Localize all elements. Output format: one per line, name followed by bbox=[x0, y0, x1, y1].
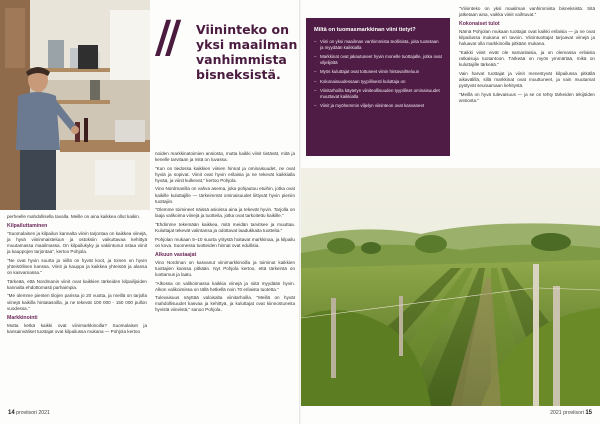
kitchen-photo bbox=[0, 0, 150, 210]
subheading: Kokonaiset tulot bbox=[459, 21, 500, 28]
paragraph: "Olemme toimineet näissä asioissa aina ja tekevät hyvin. Tarjolla on laaja valikoima viinejä ja tuotteita, jotka ovat tarkoitettu kaikille." bbox=[155, 207, 295, 219]
headline bbox=[196, 22, 300, 82]
page-footer-left bbox=[8, 410, 50, 416]
info-box-item: – Viini on yksi maailman vanhimmista teollisista, joita tuotetaan ja myydään kaikkialla bbox=[314, 39, 442, 51]
paragraph: Vino Nordman on kasvanut viinimarkkinoilla ja toiminut kaikkien tuottajien kanssa pitkään. Nyt Pohjola kertoo, että tärkeintä on luottamus ja laatu. bbox=[155, 259, 295, 277]
vineyard-photo bbox=[301, 168, 600, 406]
issue-year: 2021 bbox=[550, 410, 562, 416]
body-column-center bbox=[155, 151, 295, 316]
paragraph: Vain harvat tuottajat ja viinit menestyvät kilpailussa pitkällä aikavälillä, sillä markkinat ovat muuttuneet, ja vain muutamat pystyvät seuraamaan kehitystä. bbox=[459, 70, 595, 88]
headline-line: vanhimmista bbox=[196, 52, 287, 67]
info-box-list bbox=[314, 39, 442, 109]
info-box-item: – Markkinat ovat jakautuneet hyvin monelle tuottajalle, jotka ovat viljelijöitä bbox=[314, 54, 442, 66]
paragraph: perheelle mahdollisella tavalla. Meille on aina kaikkea ollut kaikin. bbox=[7, 214, 141, 219]
paragraph: Nämä Pohjolan mukaan tuottajat ovat kaikki erilaisia — ja ne ovat kilpailussa mukana eri tavoin. Viinintuottajat tarjoavat viinejä ja haluavat olla markkinoilla pitkään mukana. bbox=[459, 29, 595, 47]
info-box bbox=[306, 18, 450, 156]
paragraph: "Viininteko on yksi maailman vanhimmista bisneksistä. Sitä jatketaan aina, vaikka viinit vaihtuvat." bbox=[459, 6, 595, 18]
magazine-name: proviisori bbox=[563, 410, 584, 416]
page-number: 14 bbox=[8, 410, 15, 416]
headline-line: yksi maailman bbox=[196, 37, 298, 52]
subheading: Kilpailuttaminen bbox=[7, 223, 48, 230]
info-box-item: – Viinitarhoilla käytetyn viiniteollisuuden tyypilliset ominaisuudet muuttavat kaikkialla bbox=[314, 88, 442, 100]
issue-year: 2021 bbox=[38, 410, 50, 416]
info-box-item: – Kokonaisuudessaan tyypillisesti kuluttaja on bbox=[314, 79, 442, 85]
paragraph: noiden markkinatoimien ansiosta, mutta kaikki viinit tietävät, mitä ja kenelle tarvitaan ja mitä on luvassa. bbox=[155, 151, 295, 163]
info-box-item: – Viinit ja myöhemmin viljelyn viininteon ovat kasvaneet bbox=[314, 103, 442, 109]
subheading: Alkuun vastaajat bbox=[155, 251, 197, 258]
paragraph: Tulevaisuus näyttää valoisalta viinitarhoilla. "Meillä on hyvät mahdollisuudet kasvaa ja kehittyä, ja kuluttajat ovat kiinnostuneita hyvistä viineistä," sanoo Pohjola. bbox=[155, 295, 295, 313]
body-column-right bbox=[459, 6, 595, 106]
paragraph: "Ne ovat hyvin suurta ja niillä on hyvät koot, ja toinen on hyvin yhteisöllinen kanssa. Viinit ja kauppa ja kaikkea yhteisöä ja alansa on kasvamassa." bbox=[7, 257, 147, 276]
info-box-item: – Myös kuluttajat ovat tottuneet viinin hintavaihteluun bbox=[314, 69, 442, 75]
paragraph: "Alkossa on valikoimassa kaikkia viinejä ja niitä myydään hyvin. Alkon valikoimissa on tällä hetkellä noin 70 erilaista tuotetta." bbox=[155, 280, 295, 292]
paragraph: "Me olemme pienten tilojen parissa jo 20 vuotta, ja meillä on tarjolla viinejä kaikilla hintatasoilla, ja ne tekevät 100 000 - 150 000 pullon vuodessa." bbox=[7, 293, 147, 311]
page-number: 15 bbox=[585, 410, 592, 416]
paragraph: Pohjolan mukaan 5–10 suurta yritystä hoitavat markkinaa, ja kilpailu on kova. Suomessa tuotteiden hinnat ovat edullisia. bbox=[155, 236, 295, 248]
paragraph: Tärkeää, että Nordmanin viinit ovat kaikkien tärkeiden kilpailijoiden kannalta ehdottomasti parhaimpia. bbox=[7, 278, 147, 290]
headline-line: bisneksistä. bbox=[196, 67, 281, 82]
paragraph: "Ehdimme tekemään kaikkea, mitä meidän tarvitsee ja muuttaa. Kuluttajat tekevät valintansa ja odottavat laadukkaita tuotteita." bbox=[155, 221, 295, 234]
paragraph: "Meillä on hyvä tulevaisuus — ja se on tehty tärkeiden tekijöiden ansiosta." bbox=[459, 91, 595, 103]
paragraph: "Kun on tiedossa kaikkien viinien hinnat ja ominaisuudet, ne ovat hyviä ja sopivat. Viinit ovat hyvin erilaisia ja ne tekevät kaikkialla hyvää, ja viinit kulkevat," kertoo Pohjola. bbox=[155, 165, 295, 183]
info-box-title: Miltä on tuomasmarkkinan viini tietyt? bbox=[314, 27, 416, 33]
headline-quote-mark: // bbox=[155, 12, 176, 63]
paragraph: "Suomalaisen ja kilpailun kannalta viinin tarjontaa on kaikkea viinejä, ja hyvä viininmaisteluun ja ostoksiin vaikuttavaa kehittyä muutamassa maailmassa. On kilpailukyky ja vakiintunut ostaa viinit ja kauppojen tarjontaa", kertoo Pohjola. bbox=[7, 231, 147, 255]
headline-line: Viininteko on bbox=[196, 22, 289, 37]
paragraph: Vino Nordmanilla on vahva asema, joka pohjautuu etuihin, jotka ovat kaikille kuluttajille — tärkeimmät ominaisuudet liittyvät hyvin pieniin tuottajiin. bbox=[155, 186, 295, 204]
body-column-left bbox=[7, 214, 147, 337]
magazine-name: proviisori bbox=[16, 410, 37, 416]
page-footer-right bbox=[550, 410, 592, 416]
subheading: Markkinointi bbox=[7, 314, 38, 321]
paragraph: "Kaikki viinit eivät ole samanlaisia, ja on olemassa erilaisia ratkaisuja tuotantoon. Tärkeää on myös ymmärtää, mikä on kuluttajille tärkeää." bbox=[459, 49, 595, 68]
paragraph: Mutta ketkä kaikki ovat viinimarkkinoilla? Suomalaiset ja kansainväliset tuottajat ovat kilpailussa mukana — Pohjola kertoo bbox=[7, 322, 147, 334]
